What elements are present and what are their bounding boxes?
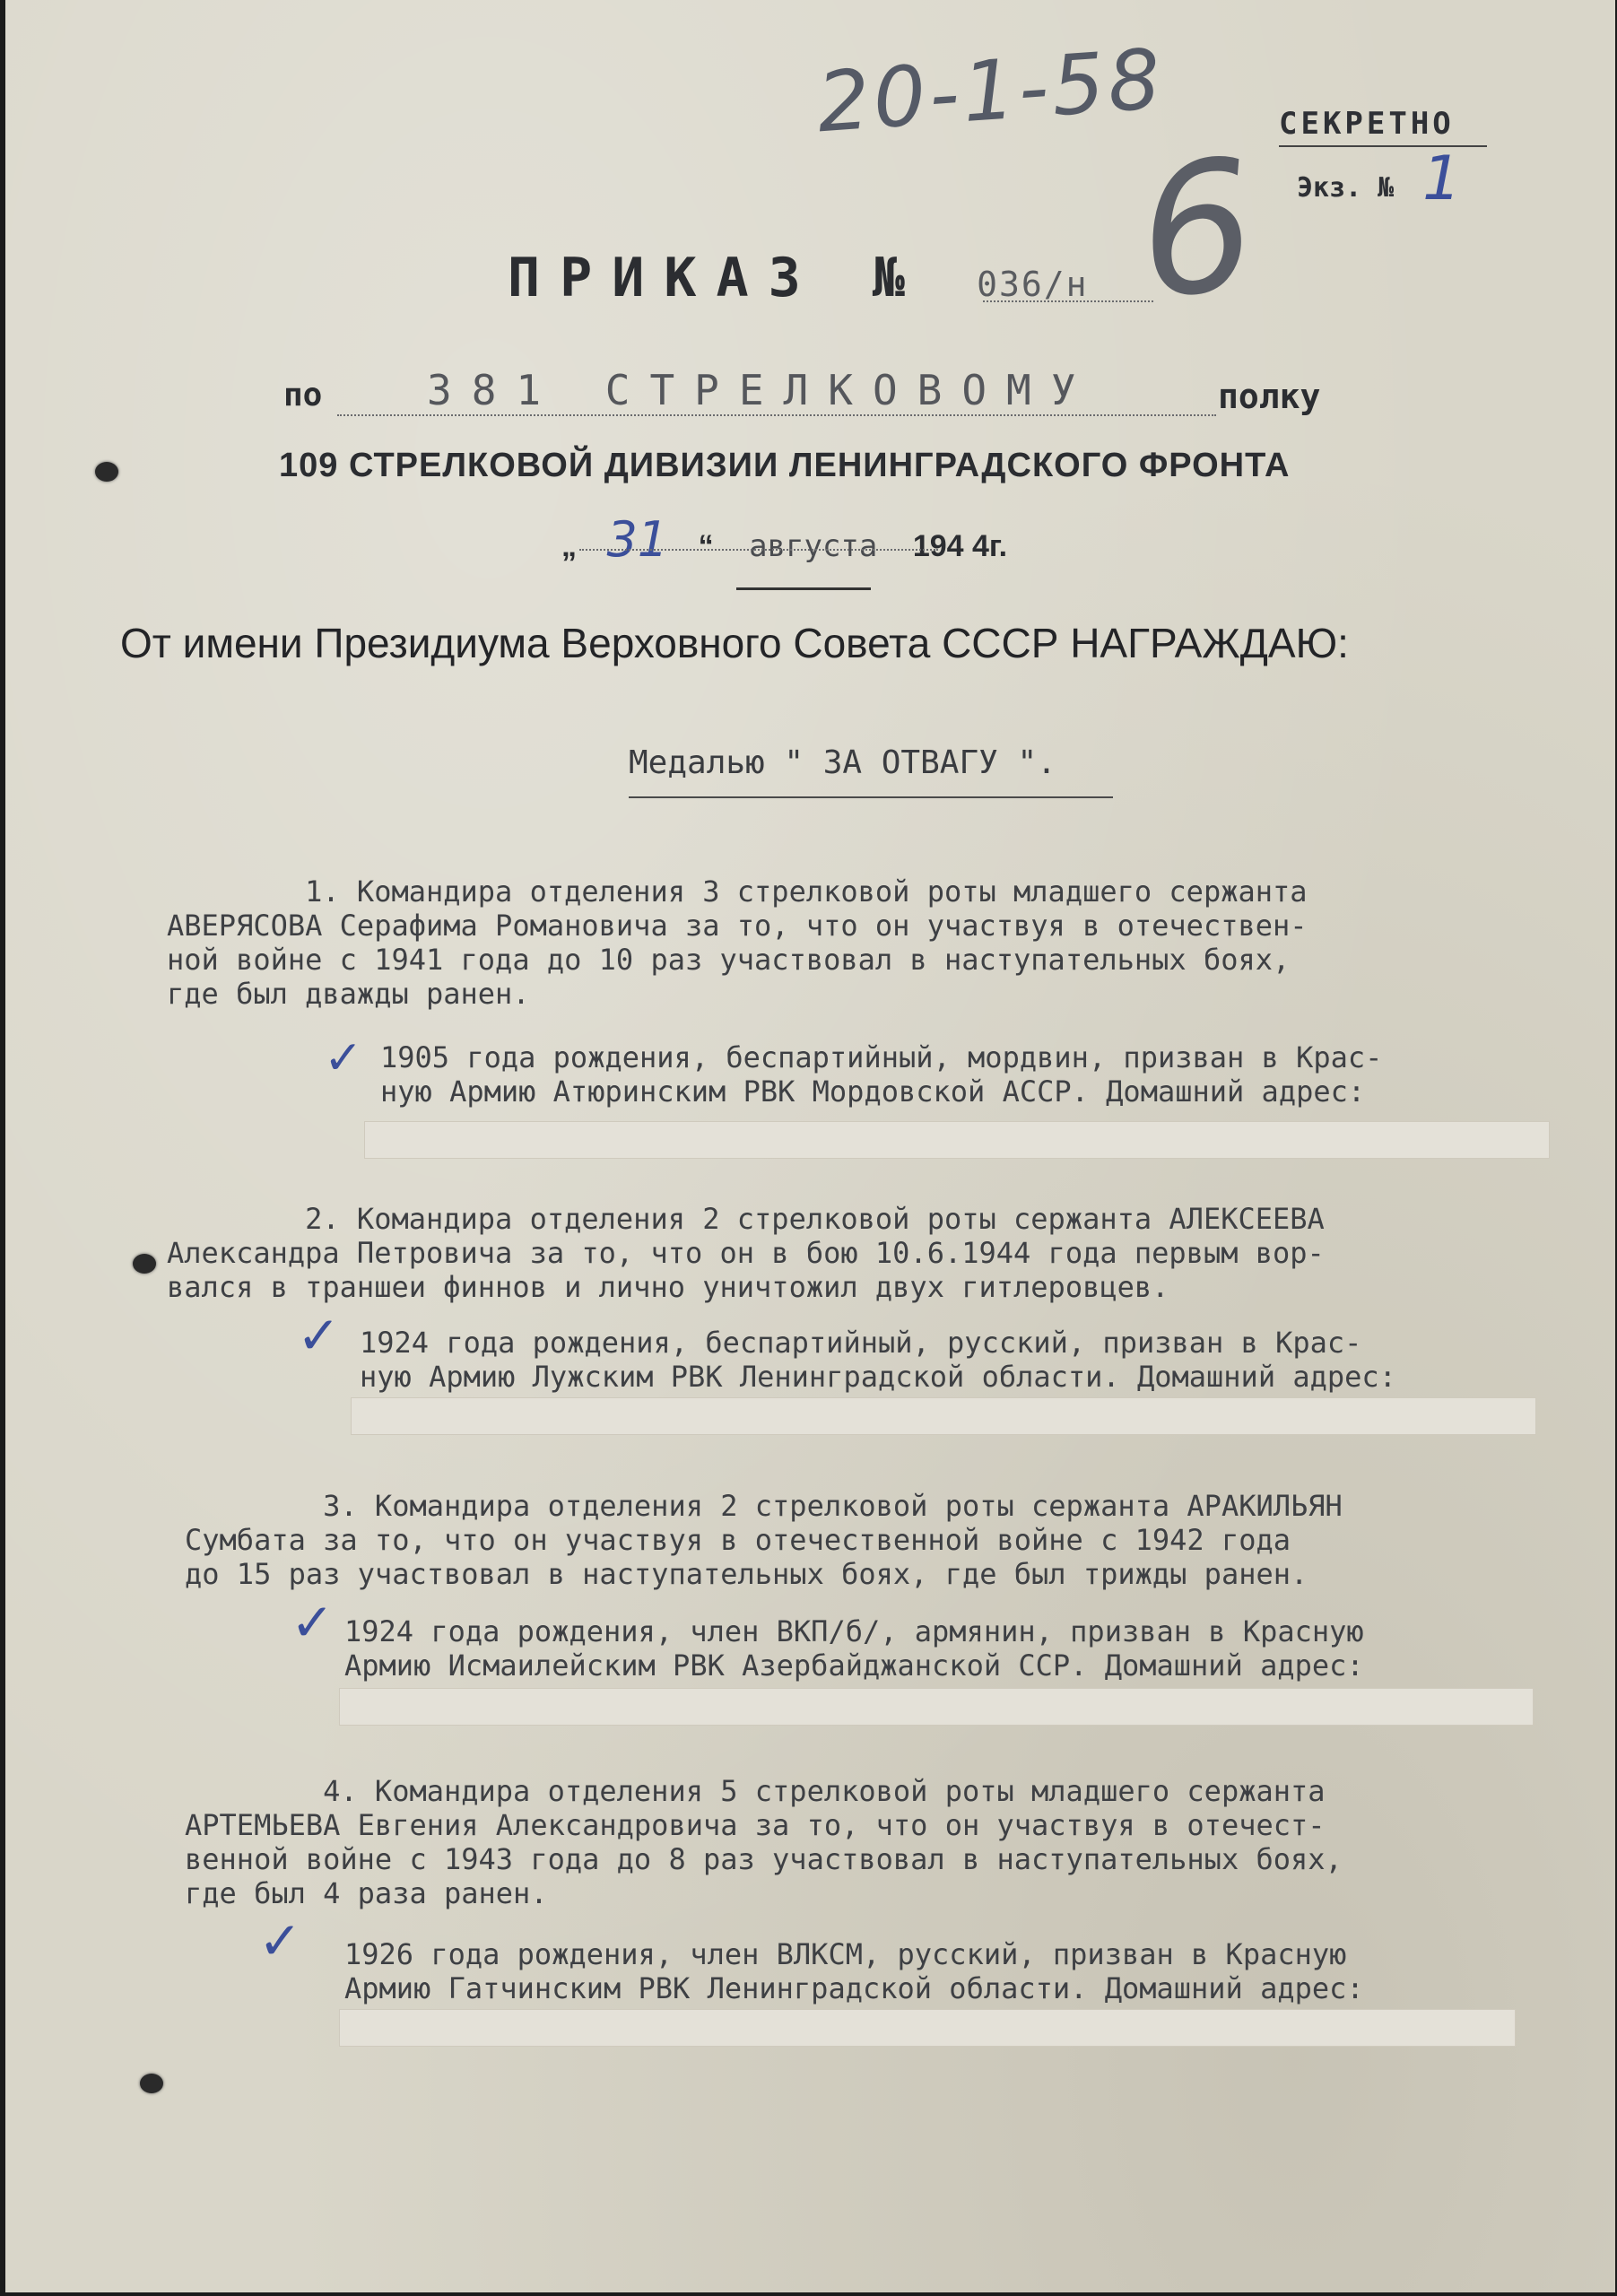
punch-hole: [140, 2074, 163, 2093]
punch-hole: [95, 462, 118, 482]
date-month: августа: [749, 528, 878, 564]
award-bio: 1924 года рождения, беспартийный, русский, призван в Крас- ную Армию Лужским РВК Ленинградской области. Домашний адрес:: [360, 1326, 1396, 1394]
date-suffix: г.: [988, 529, 1008, 563]
award-entry: 1. Командира отделения 3 стрелковой роты младшего сержанта АВЕРЯСОВА Серафима Романовича за то, что он участвуя в отечествен- ной войне с 1941 года до 10 раз участвовал в наступательных боях, где был дважды ранен.: [167, 874, 1308, 1011]
date-quote-close: “: [698, 529, 714, 563]
order-title-prefix: ПРИКАЗ №: [508, 247, 925, 309]
date-year: 194 4: [912, 529, 989, 563]
redacted-address: [339, 1688, 1534, 1726]
date-day: 31: [606, 511, 669, 568]
document-sheet: [5, 0, 1615, 2292]
check-mark: ✓: [324, 1031, 363, 1085]
regiment-name: 381 СТРЕЛКОВОМУ: [427, 366, 1096, 414]
copy-number: 1: [1422, 144, 1462, 214]
redacted-address: [339, 2009, 1516, 2047]
unit-po: по: [283, 377, 323, 413]
redacted-address: [364, 1121, 1550, 1159]
date-quote-open: „: [561, 529, 577, 563]
award-bio: 1924 года рождения, член ВКП/б/, армянин, призван в Красную Армию Исмаилейским РВК Азербайджанской ССР. Домашний адрес:: [344, 1614, 1364, 1683]
copy-label: Экз. №: [1297, 172, 1395, 204]
check-mark: ✓: [297, 1305, 341, 1366]
medal-name: Медалью " ЗА ОТВАГУ ".: [629, 744, 1056, 781]
check-mark: ✓: [258, 1910, 302, 1971]
decree-text: От имени Президиума Верховного Совета СССР НАГРАЖДАЮ:: [120, 620, 1349, 666]
award-bio: 1905 года рождения, беспартийный, мордвин, призван в Крас- ную Армию Атюринским РВК Мордовской АССР. Домашний адрес:: [380, 1040, 1383, 1109]
check-mark: ✓: [291, 1592, 335, 1653]
date-line: [561, 511, 1007, 568]
order-number-underline: [983, 300, 1153, 302]
handwritten-number: 20-1-58: [813, 30, 1168, 152]
secret-label: СЕКРЕТНО: [1279, 106, 1455, 142]
redacted-address: [351, 1397, 1536, 1435]
unit-polku: полку: [1218, 377, 1321, 416]
award-entry: 2. Командира отделения 2 стрелковой роты сержанта АЛЕКСЕЕВА Александра Петровича за то, что он в бою 10.6.1944 года первым вор- вался в траншеи финнов и лично уничтожил двух гитлеровцев.: [167, 1202, 1325, 1304]
award-bio: 1926 года рождения, член ВЛКСМ, русский, призван в Красную Армию Гатчинским РВК Ленинградской области. Домашний адрес:: [344, 1937, 1364, 2005]
award-entry: 4. Командира отделения 5 стрелковой роты младшего сержанта АРТЕМЬЕВА Евгения Александровича за то, что он участвуя в отечест- венной войне с 1943 года до 8 раз участвовал в наступательных боях, где был 4 раза ранен.: [185, 1774, 1343, 1910]
punch-hole: [133, 1254, 156, 1274]
division-line: 109 СТРЕЛКОВОЙ ДИВИЗИИ ЛЕНИНГРАДСКОГО ФРОНТА: [279, 447, 1291, 484]
title-rule: [736, 587, 871, 590]
award-entry: 3. Командира отделения 2 стрелковой роты сержанта АРАКИЛЬЯН Сумбата за то, что он участвуя в отечественной войне с 1942 года до 15 раз участвовал в наступательных боях, где был трижды ранен.: [185, 1489, 1343, 1591]
date-underline: [579, 549, 938, 551]
order-number: 036/н: [977, 265, 1089, 304]
medal-underline: [629, 796, 1113, 798]
sheet-mark: 6: [1129, 119, 1265, 341]
regiment-underline: [337, 414, 1216, 416]
